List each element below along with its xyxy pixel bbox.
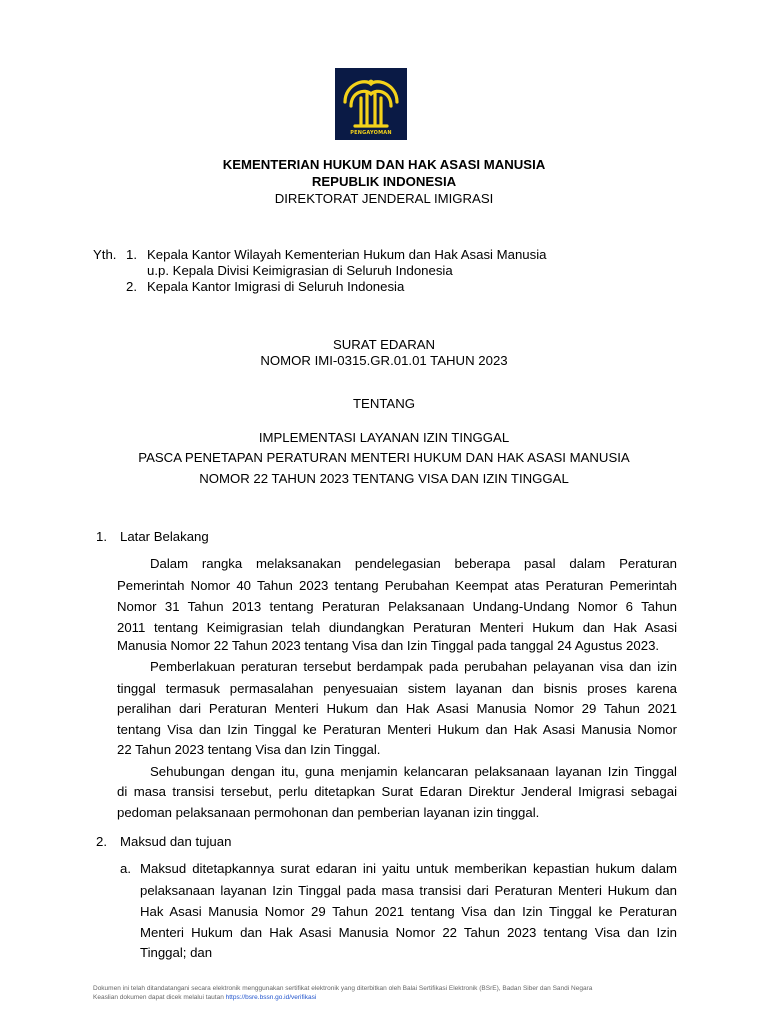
paragraph-line: Pemberlakuan peraturan tersebut berdampak pada perubahan pelayanan visa dan izin — [150, 659, 677, 674]
paragraph-line: Dalam rangka melaksanakan pendelegasian beberapa pasal dalam Peraturan — [150, 556, 677, 571]
section-2-number: 2. — [96, 834, 107, 849]
paragraph-line: Sehubungan dengan itu, guna menjamin kelancaran pelaksanaan layanan Izin Tinggal — [150, 764, 677, 779]
item-line: pelaksanaan layanan Izin Tinggal pada masa transisi dari Peraturan Menteri Hukum dan — [140, 883, 677, 898]
directorate-name: DIREKTORAT JENDERAL IMIGRASI — [274, 191, 494, 206]
section-1-number: 1. — [96, 529, 107, 544]
ministry-logo — [335, 68, 407, 140]
paragraph-line: di masa transisi tersebut, perlu ditetapkan Surat Edaran Direktur Jenderal Imigrasi sebagai — [117, 784, 677, 799]
paragraph-line: Pemerintah Nomor 40 Tahun 2023 tentang Perubahan Keempat atas Peraturan Pemerintah — [117, 578, 677, 593]
letter-type: SURAT EDARAN — [332, 337, 436, 352]
verification-link[interactable]: https://bsre.bssn.go.id/verifikasi — [225, 994, 317, 1001]
paragraph-line: Nomor 31 Tahun 2013 tentang Peraturan Pelaksanaan Undang-Undang Nomor 6 Tahun — [117, 599, 677, 614]
footer-verify-note — [93, 993, 316, 1002]
ministry-name: KEMENTERIAN HUKUM DAN HAK ASASI MANUSIA — [222, 157, 546, 172]
section-2-heading: Maksud dan tujuan — [120, 834, 232, 849]
item-line: Maksud ditetapkannya surat edaran ini yaitu untuk memberikan kepastian hukum dalam — [140, 861, 677, 876]
subject-line-2: PASCA PENETAPAN PERATURAN MENTERI HUKUM DAN HAK ASASI MANUSIA — [138, 450, 630, 465]
logo-caption: PENGAYOMAN — [350, 130, 392, 136]
addressee-line-1: Kepala Kantor Wilayah Kementerian Hukum dan Hak Asasi Manusia — [147, 247, 547, 262]
addressee-num-1: 1. — [126, 247, 137, 262]
subject-line-1: IMPLEMENTASI LAYANAN IZIN TINGGAL — [258, 430, 510, 445]
footer-verify-prefix: Keaslian dokumen dapat dicek melalui tautan — [93, 994, 224, 1001]
addressee-line-1b: u.p. Kepala Divisi Keimigrasian di Seluruh Indonesia — [147, 263, 453, 278]
paragraph-line: peralihan dari Peraturan Menteri Hukum dan Hak Asasi Manusia Nomor 29 Tahun 2021 — [117, 701, 677, 716]
section-1-heading: Latar Belakang — [120, 529, 209, 544]
letter-about: TENTANG — [352, 396, 416, 411]
paragraph-line: tinggal termasuk permasalahan penyesuaian sistem layanan dan bisnis proses karena — [117, 681, 677, 696]
footer-signature-note: Dokumen ini telah ditandatangani secara elektronik menggunakan sertifikat elektronik yang diterbitkan oleh Balai Sertifikasi Elektronik (BSrE), Badan Siber dan Sandi Negara — [93, 985, 593, 992]
paragraph-line: tentang Visa dan Izin Tinggal ke Peraturan Menteri Hukum dan Hak Asasi Manusia Nomor — [117, 722, 677, 737]
paragraph-line: 22 Tahun 2023 tentang Visa dan Izin Tinggal. — [117, 742, 381, 757]
subject-line-3: NOMOR 22 TAHUN 2023 TENTANG VISA DAN IZIN TINGGAL — [199, 471, 569, 486]
item-line: Menteri Hukum dan Hak Asasi Manusia Nomor 22 Tahun 2023 tentang Visa dan Izin — [140, 925, 677, 940]
addressee-line-2: Kepala Kantor Imigrasi di Seluruh Indonesia — [147, 279, 405, 294]
addressee-num-2: 2. — [126, 279, 137, 294]
paragraph-line: pedoman pelaksanaan permohonan dan pemberian layanan izin tinggal. — [117, 805, 540, 820]
item-a-letter: a. — [120, 861, 131, 876]
item-line: Hak Asasi Manusia Nomor 29 Tahun 2021 tentang Visa dan Izin Tinggal ke Peraturan — [140, 904, 677, 919]
letter-number: NOMOR IMI-0315.GR.01.01 TAHUN 2023 — [260, 353, 508, 368]
item-line: Tinggal; dan — [140, 945, 213, 960]
republic-name: REPUBLIK INDONESIA — [311, 174, 457, 189]
paragraph-line: 2011 tentang Keimigrasian telah diundangkan Peraturan Menteri Hukum dan Hak Asasi — [117, 620, 677, 635]
addressee-prefix: Yth. — [93, 247, 117, 262]
paragraph-line: Manusia Nomor 22 Tahun 2023 tentang Visa dan Izin Tinggal pada tanggal 24 Agustus 2023. — [117, 638, 660, 653]
